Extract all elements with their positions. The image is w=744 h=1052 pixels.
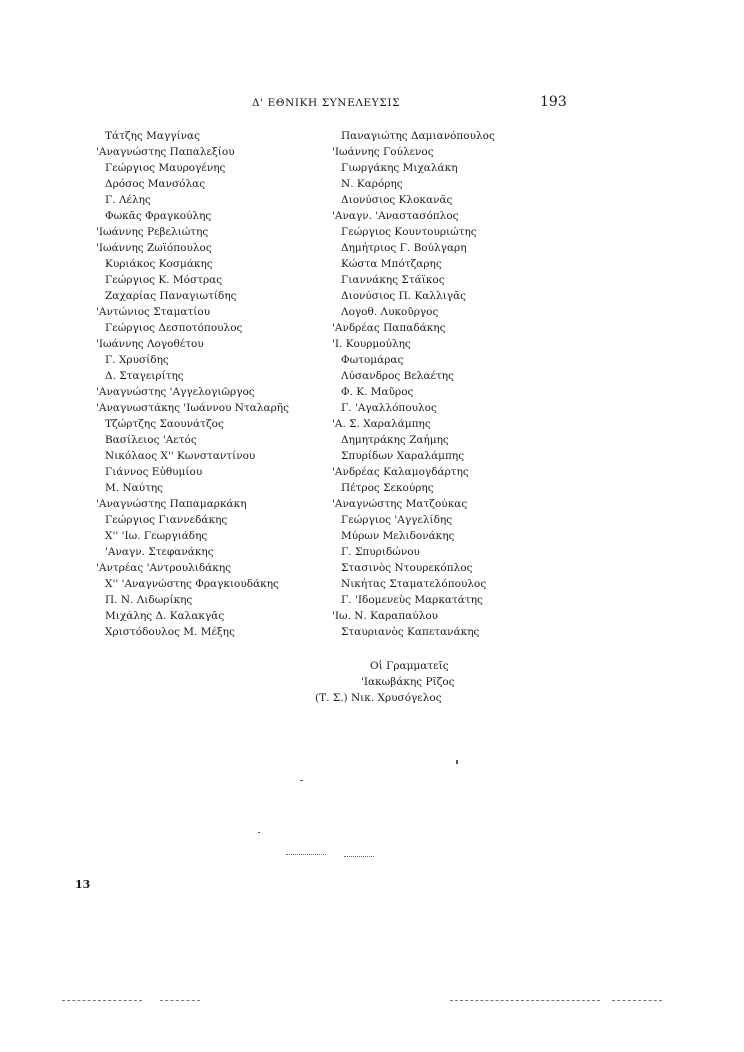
list-item: Δ. Σταγειρίτης	[105, 370, 184, 382]
list-item: 'Ιωάννης Γούλενος	[332, 146, 434, 158]
list-item: Δρόσος Μανσόλας	[105, 178, 206, 190]
list-item: 'Αναγνώστης Ματζούκας	[332, 498, 468, 510]
list-item: Πέτρος Σεκούρης	[341, 482, 434, 494]
list-item: Βασίλειος 'Αετός	[105, 434, 197, 446]
list-item: Γ. Σπυριδώνου	[341, 546, 420, 558]
list-item: Γ. Χρυσίδης	[105, 354, 169, 366]
list-item: Τζώρτζης Σαουνάτζος	[105, 418, 224, 430]
secretary-signature: (Τ. Σ.) Νικ. Χρυσόγελος	[315, 692, 442, 704]
list-item: 'Αναγν. Στεφανάκης	[105, 546, 214, 558]
list-item: Μιχάλης Δ. Καλακγᾶς	[105, 610, 225, 622]
list-item: Χριστόδουλος Μ. Μέξης	[105, 626, 235, 638]
list-item: Γεώργιος 'Αγγελίδης	[341, 514, 453, 526]
list-item: Γιωργάκης Μιχαλάκη	[341, 162, 458, 174]
list-item: Π. Ν. Λιδωρίκης	[105, 594, 193, 606]
list-item: Χ'' 'Αναγνώστης Φραγκιουδάκης	[105, 578, 279, 590]
list-item: Στασινὸς Ντουρεκόπλος	[341, 562, 473, 574]
list-item: Γ. 'Ιδομενεὺς Μαρκατάτης	[341, 594, 483, 606]
list-item: Γιαννάκης Στάϊκος	[341, 274, 445, 286]
list-item: 'Ιωάννης Ρεβελιώτης	[96, 226, 209, 238]
scan-speck	[258, 832, 260, 833]
list-item: Δημήτριος Γ. Βούλγαρη	[341, 242, 467, 254]
names-list-left	[96, 128, 289, 640]
list-item: Φωκᾶς Φραγκούλης	[105, 210, 212, 222]
list-item: Ζαχαρίας Παναγιωτίδης	[105, 290, 237, 302]
list-item: 'Αναγνώστης Παπαμαρκάκη	[96, 498, 247, 510]
list-item: Νικήτας Σταματελόπουλος	[341, 578, 487, 590]
gathering-number: 13	[75, 878, 91, 891]
list-item: 'Αναγν. 'Αναστασόπλος	[332, 210, 459, 222]
list-item: Φωτομάρας	[341, 354, 404, 366]
list-item: 'Α. Σ. Χαραλάμπης	[332, 418, 431, 430]
list-item: 'Αναγνώστης Παπαλεξίου	[96, 146, 235, 158]
list-item: Γεώργιος Γιαννεδάκης	[105, 514, 228, 526]
list-item: Γεώργιος Δεσποτόπουλος	[105, 322, 243, 334]
scan-speck	[456, 760, 458, 764]
header-title: Δ' ΕΘΝΙΚΗ ΣΥΝΕΛΕΥΣΙΣ	[252, 97, 401, 109]
list-item: Σπυρίδων Χαραλάμπης	[341, 450, 465, 462]
list-item: Φ. Κ. Μαῦρος	[341, 386, 414, 398]
secretary-signature: 'Ιακωβάκης Ρῖζος	[361, 676, 455, 688]
list-item: Γ. 'Αγαλλόπουλος	[341, 402, 437, 414]
list-item: Διονύσιος Κλοκανᾶς	[341, 194, 453, 206]
list-item: Λύσανδρος Βελαέτης	[341, 370, 454, 382]
list-item: 'Ιωάννης Λογοθέτου	[96, 338, 204, 350]
list-item: 'Αναγνωστάκης 'Ιωάννου Νταλαρῆς	[96, 402, 289, 414]
list-item: 'Ιω. Ν. Καραπαύλου	[332, 610, 439, 622]
secretaries-label: Οἱ Γραμματεῖς	[370, 660, 449, 672]
list-item: Σταυριανὸς Καπετανάκης	[341, 626, 480, 638]
list-item: Διονύσιος Π. Καλλιγᾶς	[341, 290, 467, 302]
list-item: Δημητράκης Ζαήμης	[341, 434, 449, 446]
list-item: Νικόλαος Χ'' Κωνσταντίνου	[105, 450, 256, 462]
list-item: Γεώργιος Κουντουριώτης	[341, 226, 477, 238]
scan-artifact-divider	[612, 1000, 662, 1002]
list-item: Γεώργιος Μαυρογένης	[105, 162, 226, 174]
list-item: Γεώργιος Κ. Μόστρας	[105, 274, 223, 286]
scan-artifact-divider	[450, 1000, 600, 1002]
list-item: 'Αναγνώστης 'Αγγελογιῶργος	[96, 386, 255, 398]
page-number: 193	[540, 94, 567, 110]
list-item: Τάτζης Μαγγίνας	[105, 130, 200, 142]
list-item: 'Αντώνιος Σταματίου	[96, 306, 211, 318]
list-item: Κυριάκος Κοσμάκης	[105, 258, 213, 270]
list-item: Ν. Καρόρης	[341, 178, 403, 190]
list-item: Μ. Ναύτης	[105, 482, 164, 494]
list-item: Λογοθ. Λυκοῦργος	[341, 306, 439, 318]
names-list-right	[332, 128, 495, 640]
list-item: Γιάννος Εὐθυμίου	[105, 466, 203, 478]
scan-artifact-divider	[160, 1000, 200, 1002]
list-item: Κώστα Μπότζαρης	[341, 258, 442, 270]
list-item: 'Ι. Κουρμούλης	[332, 338, 411, 350]
list-item: 'Ανδρέας Παπαδάκης	[332, 322, 446, 334]
list-item: Μύρων Μελιδονάκης	[341, 530, 455, 542]
list-item: Γ. Λέλης	[105, 194, 151, 206]
scan-speck	[344, 856, 374, 858]
scan-speck	[286, 854, 326, 856]
list-item: Παναγιώτης Δαμιανόπουλος	[341, 130, 495, 142]
list-item: Χ'' 'Ιω. Γεωργιάδης	[105, 530, 208, 542]
scan-speck	[300, 780, 303, 781]
scan-artifact-divider	[62, 1000, 142, 1002]
list-item: 'Ιωάννης Ζωϊόπουλος	[96, 242, 212, 254]
list-item: 'Αντρέας 'Αντρουλιδάκης	[96, 562, 232, 574]
list-item: 'Ανδρέας Καλαμογδάρτης	[332, 466, 469, 478]
